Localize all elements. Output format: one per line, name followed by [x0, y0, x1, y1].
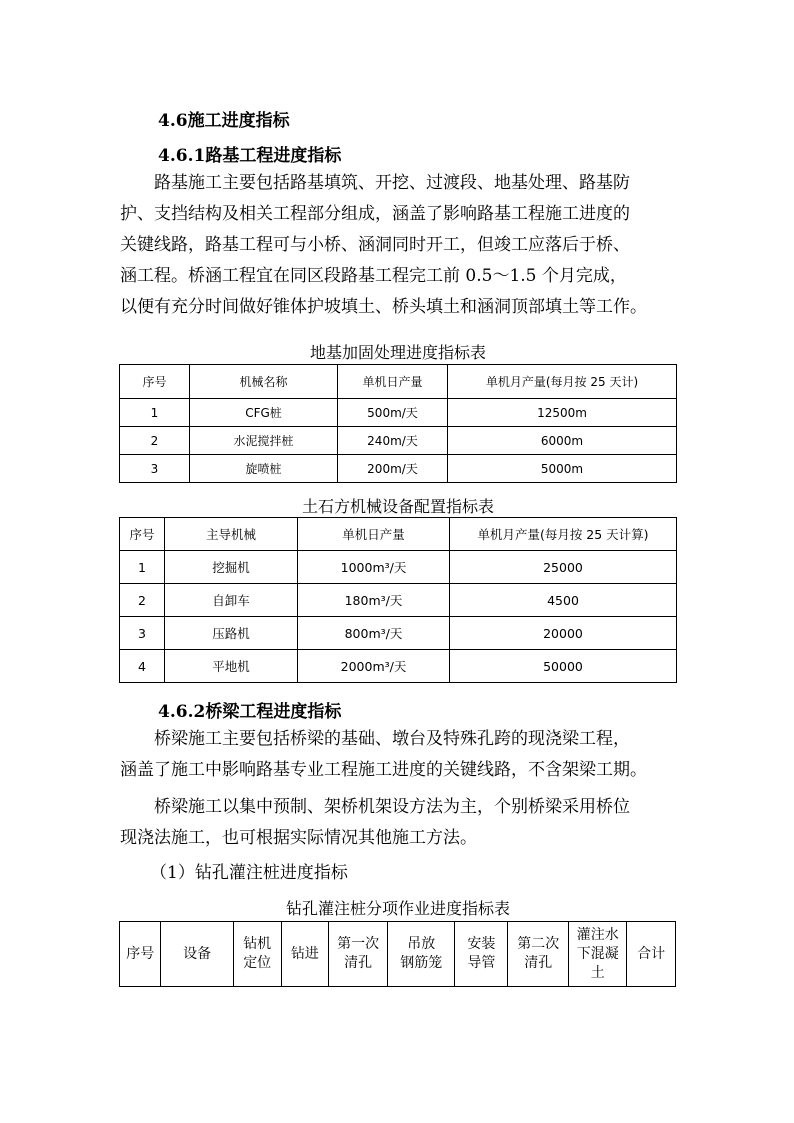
table-cell: 50000 — [450, 650, 677, 683]
table-header-cell: 灌注水 下混凝 土 — [569, 922, 627, 987]
table-cell: 4500 — [450, 584, 677, 617]
table-cell: 旋喷桩 — [190, 455, 338, 483]
table-header-row — [120, 365, 677, 399]
table-header-cell: 序号 — [120, 922, 161, 987]
table-header-cell: 机械名称 — [190, 365, 338, 399]
section-heading-4-6-2: 4.6.2桥梁工程进度指标 — [158, 702, 342, 722]
table-header-cell: 设备 — [161, 922, 233, 987]
table-cell: 25000 — [450, 551, 677, 584]
table-row — [120, 427, 677, 455]
table-header-cell: 钻机 定位 — [233, 922, 281, 987]
table-cell: 200m/天 — [338, 455, 448, 483]
table-cell: 平地机 — [165, 650, 298, 683]
section-heading-4-6-1: 4.6.1路基工程进度指标 — [158, 146, 342, 166]
table-header-cell: 单机月产量(每月按 25 天计) — [448, 365, 677, 399]
table-header-cell: 单机月产量(每月按 25 天计算) — [450, 518, 677, 551]
table-cell: 500m/天 — [338, 399, 448, 427]
table-cell: 240m/天 — [338, 427, 448, 455]
table-header-cell: 第二次 清孔 — [508, 922, 569, 987]
table-cell: 180m³/天 — [298, 584, 450, 617]
table-header-cell: 单机日产量 — [298, 518, 450, 551]
paragraph-bridge-method — [120, 792, 680, 854]
table-earthwork-equipment — [119, 517, 677, 683]
table-cell: 2 — [120, 584, 165, 617]
table3-caption: 钻孔灌注桩分项作业进度指标表 — [285, 899, 510, 918]
table-row — [120, 551, 677, 584]
subsection-bored-pile: （1）钻孔灌注桩进度指标 — [150, 863, 348, 883]
table-header-cell: 序号 — [120, 518, 165, 551]
paragraph-bridge-scope — [120, 724, 680, 786]
table-header-cell: 单机日产量 — [338, 365, 448, 399]
table-row — [120, 455, 677, 483]
table-cell: 1 — [120, 399, 190, 427]
section-heading-4-6: 4.6施工进度指标 — [158, 111, 290, 131]
table-header-cell: 第一次 清孔 — [329, 922, 388, 987]
table-header-cell: 钻进 — [281, 922, 329, 987]
table-row — [120, 399, 677, 427]
table-bored-pile-progress — [119, 921, 676, 987]
table-cell: 6000m — [448, 427, 677, 455]
paragraph-line: 关键线路，路基工程可与小桥、涵洞同时开工，但竣工应落后于桥、 — [120, 235, 630, 255]
table2-caption: 土石方机械设备配置指标表 — [301, 497, 494, 516]
paragraph-line: 桥梁施工主要包括桥梁的基础、墩台及特殊孔跨的现浇梁工程， — [120, 729, 630, 749]
table-cell: 3 — [120, 617, 165, 650]
table-header-cell: 序号 — [120, 365, 190, 399]
table-header-cell: 主导机械 — [165, 518, 298, 551]
table-row — [120, 617, 677, 650]
paragraph-line: 涵工程。桥涵工程宜在同区段路基工程完工前 0.5～1.5 个月完成， — [120, 266, 627, 286]
table-cell: 压路机 — [165, 617, 298, 650]
paragraph-line: 现浇法施工，也可根据实际情况其他施工方法。 — [120, 828, 477, 848]
table-cell: 1000m³/天 — [298, 551, 450, 584]
table-cell: 800m³/天 — [298, 617, 450, 650]
paragraph-line: 桥梁施工以集中预制、架桥机架设方法为主，个别桥梁采用桥位 — [120, 797, 630, 817]
table-cell: 2 — [120, 427, 190, 455]
paragraph-line: 护、支挡结构及相关工程部分组成，涵盖了影响路基工程施工进度的 — [120, 204, 630, 224]
table-cell: 自卸车 — [165, 584, 298, 617]
table-cell: 2000m³/天 — [298, 650, 450, 683]
table1-caption: 地基加固处理进度指标表 — [309, 343, 486, 362]
table-cell: CFG桩 — [190, 399, 338, 427]
table-row — [120, 650, 677, 683]
table-row — [120, 584, 677, 617]
table-cell: 3 — [120, 455, 190, 483]
table-header-cell: 安装 导管 — [455, 922, 508, 987]
paragraph-subgrade — [120, 168, 680, 323]
table-cell: 5000m — [448, 455, 677, 483]
table-cell: 1 — [120, 551, 165, 584]
table-cell: 挖掘机 — [165, 551, 298, 584]
table-foundation-treatment — [119, 364, 677, 483]
table-header-cell: 合计 — [627, 922, 676, 987]
table-cell: 12500m — [448, 399, 677, 427]
table-cell: 20000 — [450, 617, 677, 650]
paragraph-line: 以便有充分时间做好锥体护坡填土、桥头填土和涵洞顶部填土等工作。 — [120, 297, 647, 317]
table-header-cell: 吊放 钢筋笼 — [388, 922, 455, 987]
paragraph-line: 路基施工主要包括路基填筑、开挖、过渡段、地基处理、路基防 — [120, 173, 630, 193]
table-header-row — [120, 922, 676, 987]
paragraph-line: 涵盖了施工中影响路基专业工程施工进度的关键线路，不含架梁工期。 — [120, 760, 647, 780]
table-cell: 水泥搅拌桩 — [190, 427, 338, 455]
table-cell: 4 — [120, 650, 165, 683]
table-header-row — [120, 518, 677, 551]
